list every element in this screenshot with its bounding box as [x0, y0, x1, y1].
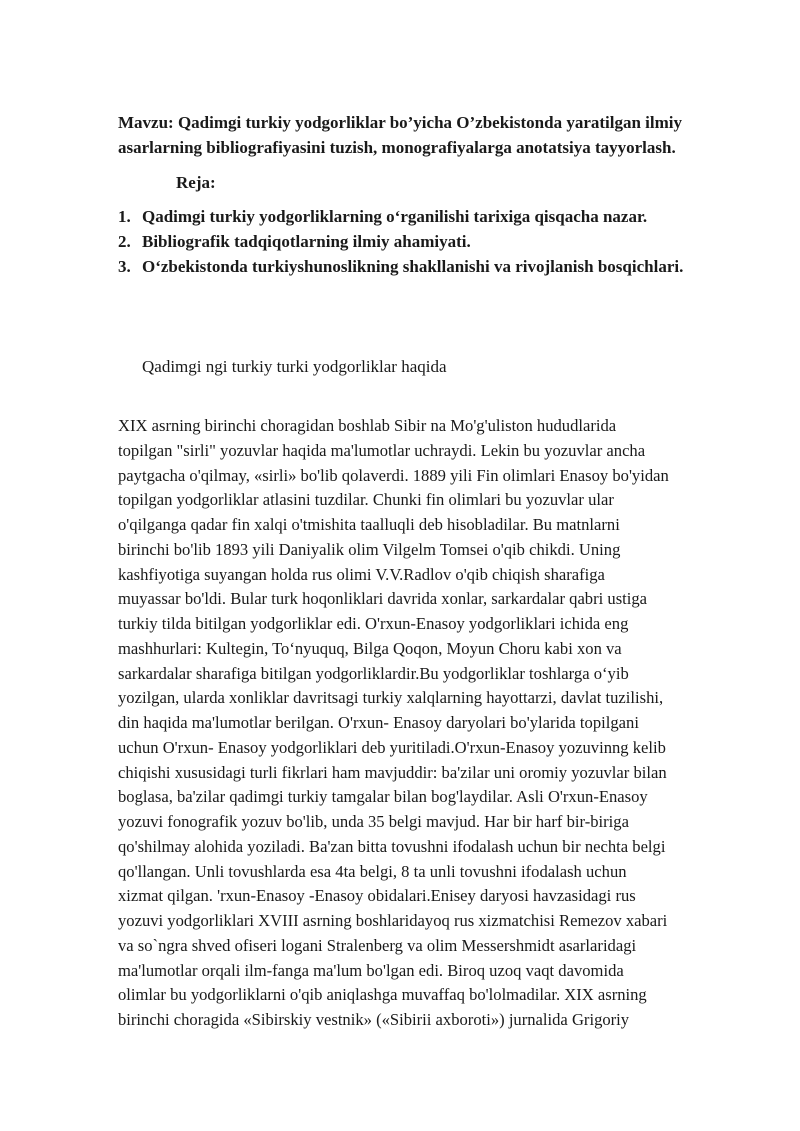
- body-line: yozuvi fonografik yozuv bo'lib, unda 35 belgi mavjud. Har bir harf bir-biriga: [118, 812, 629, 831]
- body-line: qo'llangan. Unli tovushlarda esa 4ta belgi, 8 ta unli tovushni ifodalash uchun: [118, 861, 627, 881]
- section-subheading: Qadimgi ngi turkiy turki yodgorliklar haqida: [142, 357, 447, 376]
- plan-item-number: 1.: [118, 207, 131, 226]
- body-line: topilgan yodgorliklar atlasini tuzdilar. Chunki fin olimlari bu yozuvlar ular: [118, 490, 614, 510]
- body-line: va so`ngra shved ofiseri logani Stralenberg va olim Messershmidt asarlaridagi: [118, 935, 637, 955]
- body-line: kashfiyotiga suyangan holda rus olimi V.V.Radlov o'qib chiqish sharafiga: [118, 564, 605, 584]
- body-line: topilgan "sirli" yozuvlar haqida ma'lumotlar uchraydi. Lekin bu yozuvlar ancha: [118, 440, 646, 460]
- body-line: sarkardalar sharafiga bitilgan yodgorliklardir.Bu yodgorliklar toshlarga o‘yib: [118, 663, 629, 683]
- body-paragraph: [118, 414, 746, 1033]
- plan-item-text: Qadimgi turkiy yodgorliklarning o‘rganilishi tarixiga qisqacha nazar.: [142, 207, 648, 226]
- body-line: ma'lumotlar orqali ilm-fanga ma'lum bo'lgan edi. Biroq uzoq vaqt davomida: [118, 960, 624, 980]
- body-line: yozilgan, ularda xonliklar davritsagi turkiy xalqlarning hayottarzi, davlat tuzilishi,: [118, 688, 664, 708]
- body-line: muyassar bo'ldi. Bular turk hoqonliklari davrida xonlar, sarkardalar qabri ustiga: [118, 589, 648, 609]
- body-line: turkiy tilda bitilgan yodgorliklar edi. O'rxun-Enasoy yodgorliklari ichida eng: [118, 614, 629, 633]
- body-line: o'qilganga qadar fin xalqi o'tmishita taalluqli deb hisobladilar. Bu matnlarni: [118, 515, 620, 534]
- body-line: XIX asrning birinchi choragidan boshlab Sibir na Mo'g'uliston hududlarida: [118, 416, 617, 435]
- body-line: xizmat qilgan. 'rxun-Enasoy -Enasoy obidalari.Enisey daryosi havzasidagi rus: [118, 886, 636, 906]
- plan-item: [118, 204, 758, 229]
- body-line: birinchi bo'lib 1893 yili Daniyalik olim Vilgelm Tomsei o'qib chikdi. Uning: [118, 539, 621, 559]
- body-line: boglasa, ba'zilar qadimgi turkiy tamgalar bilan bog'laydilar. Asli O'rxun-Enasoy: [118, 787, 648, 807]
- plan-title: Reja:: [176, 173, 216, 192]
- body-line: birinchi choragida «Sibirskiy vestnik» («Sibirii axboroti») jurnalida Grigoriy: [118, 1010, 630, 1029]
- plan-item-number: 2.: [118, 232, 131, 251]
- body-line: din haqida ma'lumotlar berilgan. O'rxun- Enasoy daryolari bo'ylarida topilgani: [118, 713, 639, 732]
- body-line: uchun O'rxun- Enasoy yodgorliklari deb yuritiladi.O'rxun-Enasoy yozuvinng kelib: [118, 737, 666, 757]
- plan-item: [118, 229, 758, 254]
- topic-heading: Mavzu: Qadimgi turkiy yodgorliklar bo’yicha O’zbekistonda yaratilgan ilmiy asarlarning bibliografiyasini tuzish, monografiyalarga anotatsiya tayyorlash.: [118, 113, 683, 157]
- plan-item: [118, 254, 758, 279]
- plan-item-number: 3.: [118, 257, 131, 276]
- body-line: qo'shilmay alohida yoziladi. Ba'zan bitta tovushni ifodalash uchun bir nechta belgi: [118, 836, 666, 856]
- body-line: chiqishi xususidagi turli fikrlari ham mavjuddir: ba'zilar uni oromiy yozuvlar bilan: [118, 762, 667, 782]
- plan-list: [118, 204, 758, 279]
- body-line: paytgacha o'qilmay, «sirli» bo'lib qolaverdi. 1889 yili Fin olimlari Enasoy bo'yidan: [118, 465, 669, 485]
- body-line: mashhurlari: Kultegin, To‘nyuquq, Bilga Qoqon, Moyun Choru kabi xon va: [118, 638, 622, 658]
- plan-item-text: O‘zbekistonda turkiyshunoslikning shakllanishi va rivojlanish bosqichlari.: [142, 257, 684, 276]
- plan-item-text: Bibliografik tadqiqotlarning ilmiy ahamiyati.: [142, 232, 471, 251]
- body-line: yozuvi yodgorliklari XVIII asrning boshlaridayoq rus xizmatchisi Remezov xabari: [118, 911, 668, 930]
- body-line: olimlar bu yodgorliklarni o'qib aniqlashga muvaffaq bo'lolmadilar. XIX asrning: [118, 985, 647, 1005]
